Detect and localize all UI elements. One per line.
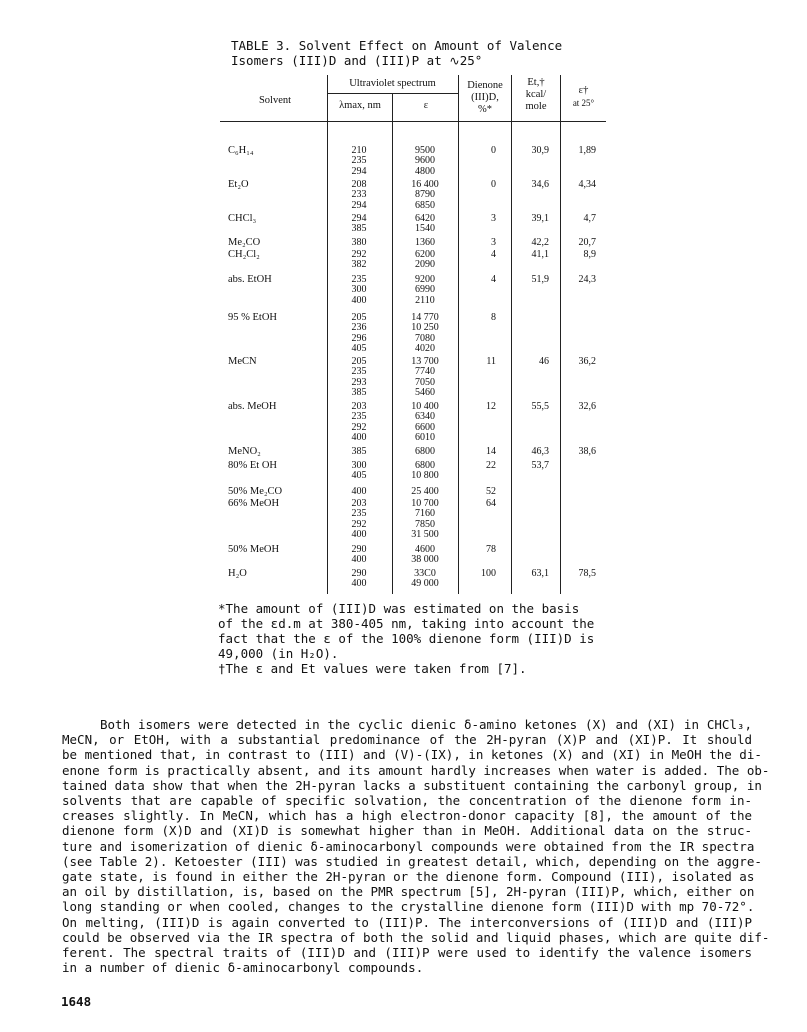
eps25-cell: 24,3: [578, 274, 596, 285]
table-rule: [458, 75, 459, 594]
et-cell: 34,6: [531, 179, 549, 190]
epsilon-cell: 6990: [415, 284, 435, 296]
table-rule: [392, 93, 393, 594]
eps25-cell: 4,7: [583, 213, 596, 224]
lambda-cell: 235: [351, 508, 367, 520]
lambda-cell: 300: [351, 284, 367, 296]
eps25-cell: 4,34: [578, 179, 596, 190]
epsilon-cell: 31 500: [411, 529, 439, 541]
epsilon-cell: 7050: [415, 376, 435, 388]
dienone-cell: 4: [491, 274, 496, 285]
epsilon-cell: 6850: [415, 199, 435, 211]
table-footnotes: [218, 601, 598, 676]
body-line: an oil by distillation, is, based on the PMR spectrum [5], 2H-pyran (III)P, which, either on: [62, 884, 755, 900]
header-solvent: Solvent: [258, 95, 292, 106]
dienone-cell: 11: [486, 356, 496, 367]
epsilon-cell: 7080: [415, 332, 435, 344]
epsilon-cell: 6600: [415, 421, 435, 433]
lambda-cell: 380: [351, 237, 367, 248]
epsilon-cell: 9200: [415, 274, 435, 285]
epsilon-cell: 9500: [415, 145, 435, 156]
solvent-cell: 50% MeOH: [228, 544, 280, 555]
epsilon-cell: 6420: [415, 213, 435, 224]
lambda-cell: 294: [351, 165, 367, 177]
solvent-cell: C₆H₁₄: [228, 145, 254, 156]
dienone-cell: 0: [491, 145, 496, 156]
solvent-cell: 95 % EtOH: [228, 312, 277, 323]
eps25-cell: 20,7: [578, 237, 596, 248]
lambda-cell: 203: [351, 498, 367, 509]
epsilon-cell: 6800: [415, 446, 435, 457]
header-epsilon: ε: [423, 100, 429, 111]
dienone-cell: 52: [486, 486, 496, 497]
et-cell: 53,7: [531, 460, 549, 471]
solvent-cell: H₂O: [228, 568, 247, 579]
body-line: be mentioned that, in contrast to (III) and (V)-(IX), in ketones (X) and (XI) in MeOH the di-: [62, 747, 762, 763]
dienone-cell: 4: [491, 249, 496, 260]
solvent-cell: CHCl₃: [228, 213, 257, 224]
page-number: 1648: [61, 994, 92, 1009]
lambda-cell: 300: [351, 460, 367, 471]
lambda-cell: 294: [351, 199, 367, 211]
lambda-cell: 385: [351, 223, 367, 235]
epsilon-cell: 6340: [415, 411, 435, 423]
epsilon-cell: 4600: [415, 544, 435, 555]
footnote-line: *The amount of (III)D was estimated on the basis: [218, 601, 580, 616]
epsilon-cell: 4800: [415, 165, 435, 177]
et-cell: 30,9: [531, 145, 549, 156]
body-line: creases slightly. In MeCN, which has a high electron-donor capacity [8], the amount of the: [62, 808, 752, 824]
solvent-cell: MeNO₂: [228, 446, 261, 457]
eps25-cell: 36,2: [578, 356, 596, 367]
lambda-cell: 290: [351, 544, 367, 555]
body-line: MeCN, or EtOH, with a substantial predominance of the 2H-pyran (X)P and (XI)P. It should: [62, 732, 752, 748]
header-lambda: λmax, nm: [339, 100, 381, 111]
lambda-cell: 385: [351, 387, 367, 399]
epsilon-cell: 2090: [415, 259, 435, 271]
epsilon-cell: 9600: [415, 155, 435, 167]
solvent-cell: Et₂O: [228, 179, 249, 190]
footnote-line: 49,000 (in H₂O).: [218, 646, 339, 661]
lambda-cell: 405: [351, 470, 367, 482]
lambda-cell: 292: [351, 518, 367, 530]
lambda-cell: 296: [351, 332, 367, 344]
solvent-cell: Me₂CO: [228, 237, 261, 248]
lambda-cell: 400: [351, 578, 367, 590]
lambda-cell: 292: [351, 249, 367, 260]
lambda-cell: 210: [351, 145, 367, 156]
dienone-cell: 78: [486, 544, 496, 555]
body-line: ture and isomerization of dienic δ-aminocarbonyl compounds were obtained from the IR spectra: [62, 838, 755, 854]
solvent-cell: 66% MeOH: [228, 498, 280, 509]
lambda-cell: 235: [351, 155, 367, 167]
epsilon-cell: 7850: [415, 518, 435, 530]
epsilon-cell: 13 700: [411, 356, 439, 367]
eps25-cell: 1,89: [578, 145, 596, 156]
lambda-cell: 405: [351, 343, 367, 355]
dienone-cell: 3: [491, 237, 496, 248]
header-uv: Ultraviolet spectrum: [349, 78, 436, 89]
body-line: ferent. The spectral traits of (III)D and (III)P were used to identify the valence isomers: [62, 945, 752, 961]
body-line: long standing or when cooled, changes to the crystalline dienone form (III)D with mp 70-72°.: [62, 899, 755, 915]
dienone-cell: 64: [486, 498, 496, 509]
lambda-cell: 292: [351, 421, 367, 433]
lambda-cell: 385: [351, 446, 367, 457]
table-rule: [327, 75, 328, 594]
lambda-cell: 203: [351, 401, 367, 412]
footnote-line: fact that the ε of the 100% dienone form (III)D is: [218, 631, 595, 646]
et-cell: 55,5: [531, 401, 549, 412]
epsilon-cell: 6200: [415, 249, 435, 260]
solvent-cell: 80% Et OH: [228, 460, 277, 471]
epsilon-cell: 6010: [415, 432, 435, 444]
solvent-cell: 50% Me₂CO: [228, 486, 283, 497]
epsilon-cell: 16 400: [411, 179, 439, 190]
header-et: Et,† kcal/ mole: [525, 77, 547, 112]
lambda-cell: 400: [351, 432, 367, 444]
header-dienone: Dienone (III)D, %*: [467, 80, 503, 115]
dienone-cell: 0: [491, 179, 496, 190]
lambda-cell: 400: [351, 486, 367, 497]
solvent-cell: abs. MeOH: [228, 401, 277, 412]
epsilon-cell: 2110: [415, 294, 435, 306]
epsilon-cell: 14 770: [411, 312, 439, 323]
epsilon-cell: 10 250: [411, 322, 439, 334]
footnote-line: †The ε and Et values were taken from [7].: [218, 661, 527, 676]
epsilon-cell: 33C0: [414, 568, 436, 579]
solvent-cell: abs. EtOH: [228, 274, 272, 285]
et-cell: 46,3: [531, 446, 549, 457]
caption-line-1: TABLE 3. Solvent Effect on Amount of Valence: [231, 38, 563, 53]
body-line: dienone form (X)D and (XI)D is somewhat higher than in MeOH. Additional data on the struc-: [62, 823, 752, 839]
solvent-cell: CH₂Cl₂: [228, 249, 260, 260]
lambda-cell: 235: [351, 274, 367, 285]
body-line: Both isomers were detected in the cyclic dienic δ-amino ketones (X) and (XI) in CHCl₃,: [100, 717, 752, 732]
lambda-cell: 235: [351, 366, 367, 378]
footnote-line: of the εd.m at 380-405 nm, taking into account the: [218, 616, 595, 631]
lambda-cell: 208: [351, 179, 367, 190]
dienone-cell: 14: [486, 446, 496, 457]
solvent-effect-table: [220, 75, 606, 594]
epsilon-cell: 7740: [415, 366, 435, 378]
epsilon-cell: 10 700: [411, 498, 439, 509]
et-cell: 42,2: [531, 237, 549, 248]
epsilon-cell: 10 400: [411, 401, 439, 412]
body-line: (see Table 2). Ketoester (III) was studied in greatest detail, which, depending on the aggre-: [62, 853, 762, 869]
eps25-cell: 32,6: [578, 401, 596, 412]
table-caption: [231, 38, 591, 68]
dienone-cell: 12: [486, 401, 496, 412]
lambda-cell: 294: [351, 213, 367, 224]
epsilon-cell: 38 000: [411, 554, 439, 566]
lambda-cell: 233: [351, 189, 367, 201]
solvent-cell: MeCN: [228, 356, 257, 367]
dienone-cell: 100: [481, 568, 496, 579]
dienone-cell: 22: [486, 460, 496, 471]
caption-line-2: Isomers (III)D and (III)P at ∿25°: [231, 53, 483, 68]
epsilon-cell: 49 000: [411, 578, 439, 590]
epsilon-cell: 1540: [415, 223, 435, 235]
body-line: gate state, is found in either the 2H-pyran or the dienone form. Compound (III), isolated as: [62, 869, 755, 885]
epsilon-cell: 7160: [415, 508, 435, 520]
et-cell: 63,1: [531, 568, 549, 579]
epsilon-cell: 4020: [415, 343, 435, 355]
lambda-cell: 293: [351, 376, 367, 388]
eps25-cell: 38,6: [578, 446, 596, 457]
header-eps25: ε† at 25°: [572, 85, 595, 108]
table-rule: [220, 121, 606, 122]
dienone-cell: 8: [491, 312, 496, 323]
lambda-cell: 235: [351, 411, 367, 423]
body-paragraph: [62, 717, 770, 976]
lambda-cell: 400: [351, 554, 367, 566]
et-cell: 39,1: [531, 213, 549, 224]
body-line: enone form is practically absent, and its amount hardly increases when water is added. The ob-: [62, 762, 770, 778]
table-rule: [327, 93, 458, 94]
lambda-cell: 382: [351, 259, 367, 271]
body-line: could be observed via the IR spectra of both the solid and liquid phases, which are quite dif-: [62, 929, 770, 945]
lambda-cell: 236: [351, 322, 367, 334]
epsilon-cell: 10 800: [411, 470, 439, 482]
epsilon-cell: 25 400: [411, 486, 439, 497]
epsilon-cell: 1360: [415, 237, 435, 248]
epsilon-cell: 8790: [415, 189, 435, 201]
body-line: solvents that are capable of specific solvation, the concentration of the dienone form in-: [62, 793, 752, 809]
et-cell: 41,1: [531, 249, 549, 260]
eps25-cell: 78,5: [578, 568, 596, 579]
lambda-cell: 400: [351, 529, 367, 541]
epsilon-cell: 5460: [415, 387, 435, 399]
body-line: tained data show that when the 2H-pyran lacks a substituent containing the carbonyl group, in: [62, 777, 762, 793]
lambda-cell: 290: [351, 568, 367, 579]
lambda-cell: 205: [351, 356, 367, 367]
body-line: in a number of dienic δ-aminocarbonyl compounds.: [62, 960, 424, 976]
et-cell: 46: [539, 356, 549, 367]
lambda-cell: 400: [351, 294, 367, 306]
eps25-cell: 8,9: [583, 249, 596, 260]
et-cell: 51,9: [531, 274, 549, 285]
dienone-cell: 3: [491, 213, 496, 224]
epsilon-cell: 6800: [415, 460, 435, 471]
lambda-cell: 205: [351, 312, 367, 323]
body-line: On melting, (III)D is again converted to (III)P. The interconversions of (III)D and (III)P: [62, 914, 752, 930]
